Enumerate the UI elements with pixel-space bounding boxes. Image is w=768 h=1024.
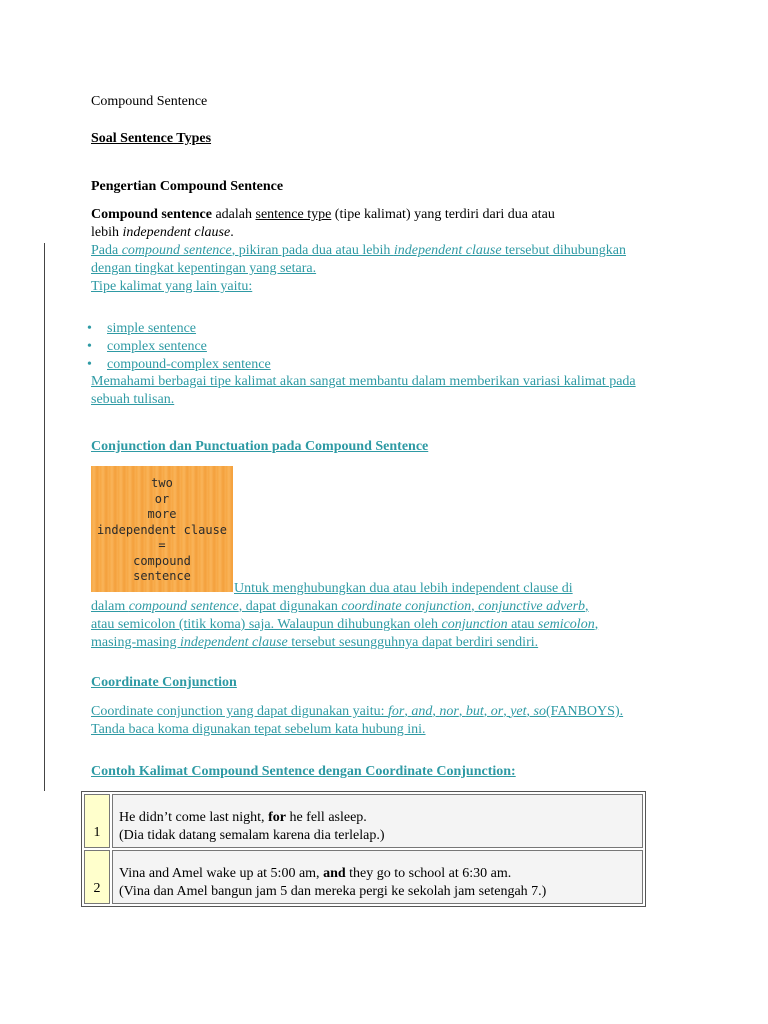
fanboys-word: and — [411, 704, 433, 719]
image-text: compound — [133, 553, 191, 568]
text: , — [458, 704, 466, 719]
para3-line-1[interactable]: Untuk menghubungkan dua atau lebih independent clause di — [234, 581, 573, 596]
table-row — [84, 850, 643, 904]
para3-line-2[interactable] — [91, 598, 589, 616]
example-cell — [112, 794, 643, 848]
example-sentence — [119, 865, 636, 883]
text: they go to school at 6:30 am. — [345, 866, 512, 881]
text: Coordinate conjunction yang dapat digunakan yaitu: — [91, 704, 389, 719]
text: (tipe kalimat) yang terdiri dari dua atau — [331, 207, 555, 222]
definition-line-1 — [91, 206, 555, 224]
text: , — [503, 704, 511, 719]
para4-line-1[interactable] — [91, 703, 623, 721]
text: adalah — [211, 207, 256, 222]
text: Vina and Amel wake up at 5:00 am, — [119, 866, 324, 881]
para3-line-4[interactable] — [91, 634, 538, 652]
text: He didn’t come last night, — [119, 810, 269, 825]
conjunction: and — [323, 866, 346, 881]
text: dalam — [91, 599, 129, 614]
soal-link[interactable]: Soal Sentence Types — [91, 131, 212, 146]
text: , — [404, 704, 412, 719]
fanboys-word: yet — [510, 704, 527, 719]
example-sentence — [119, 809, 636, 827]
para2-line-1[interactable]: Memahami berbagai tipe kalimat akan sangat membantu dalam memberikan variasi kalimat pada — [91, 374, 636, 389]
sentence-type-link[interactable]: sentence type — [255, 207, 332, 222]
para3-line-3[interactable] — [91, 616, 598, 634]
para2-line-2[interactable]: sebuah tulisan. — [91, 392, 175, 407]
para1-line-3[interactable]: Tipe kalimat yang lain yaitu: — [91, 279, 253, 294]
para1-line-2[interactable]: dengan tingkat kepentingan yang setara. — [91, 261, 317, 276]
doc-heading: Compound Sentence — [91, 94, 208, 109]
list-item[interactable] — [87, 338, 207, 356]
fanboys-word: so — [533, 704, 546, 719]
text: , — [471, 599, 479, 614]
text: tersebut dihubungkan — [501, 243, 626, 258]
text: conjunction — [441, 617, 508, 632]
text: tersebut sesungguhnya dapat berdiri sendiri. — [287, 635, 539, 650]
text: , — [585, 599, 589, 614]
example-translation: (Dia tidak datang semalam karena dia terlelap.) — [119, 828, 385, 843]
text: atau — [507, 617, 538, 632]
fanboys-word: or — [490, 704, 504, 719]
image-text: sentence — [133, 569, 191, 583]
text: he fell asleep. — [285, 810, 367, 825]
text: , pikiran pada dua atau lebih — [231, 243, 394, 258]
examples-table — [81, 791, 646, 907]
example-translation: (Vina dan Amel bangun jam 5 dan mereka pergi ke sekolah jam setengah 7.) — [119, 884, 547, 899]
para4-line-2[interactable]: Tanda baca koma digunakan tepat sebelum kata hubung ini. — [91, 722, 426, 737]
section-title-coordinate[interactable]: Coordinate Conjunction — [91, 675, 237, 690]
bullet-icon: • — [87, 321, 92, 336]
term: independent clause — [122, 225, 231, 240]
text: , — [594, 617, 599, 632]
text: compound sentence — [128, 599, 239, 614]
text: , — [483, 704, 491, 719]
example-cell — [112, 850, 643, 904]
section-title-pengertian: Pengertian Compound Sentence — [91, 179, 284, 194]
table-row — [84, 794, 643, 848]
list-item-label: complex sentence — [107, 339, 207, 354]
bullet-icon: • — [87, 357, 92, 372]
text: , dapat digunakan — [238, 599, 342, 614]
image-text: independent clause — [96, 522, 228, 537]
list-item[interactable] — [87, 320, 196, 338]
fanboys-word: for — [388, 704, 405, 719]
image-text: or — [154, 491, 170, 506]
text: compound sentence — [121, 243, 232, 258]
section-title-conjunction[interactable]: Conjunction dan Punctuation pada Compound Sentence — [91, 439, 429, 454]
text: atau semicolon (titik koma) saja. Walaupun dihubungkan oleh — [91, 617, 442, 632]
text: (FANBOYS). — [545, 704, 624, 719]
fanboys-word: nor — [439, 704, 459, 719]
para1-line-1[interactable] — [91, 242, 626, 260]
image-text: two — [151, 476, 173, 490]
text: independent clause — [180, 635, 288, 650]
image-text: more — [147, 507, 177, 521]
text: semicolon — [537, 617, 595, 632]
row-number: 2 — [84, 850, 110, 904]
text: masing-masing — [91, 635, 181, 650]
change-bar — [44, 243, 45, 791]
text: Pada — [91, 243, 122, 258]
text: . — [230, 225, 234, 240]
text: coordinate conjunction — [341, 599, 472, 614]
definition-line-2 — [91, 224, 234, 242]
text: independent clause — [393, 243, 502, 258]
compound-sentence-image — [91, 466, 233, 592]
bullet-icon: • — [87, 339, 92, 354]
list-item-label: compound-complex sentence — [107, 357, 271, 372]
text: conjunctive adverb — [478, 599, 586, 614]
row-number: 1 — [84, 794, 110, 848]
text: , — [526, 704, 534, 719]
section-title-contoh[interactable]: Contoh Kalimat Compound Sentence dengan Coordinate Conjunction: — [91, 764, 516, 779]
fanboys-word: but — [465, 704, 484, 719]
image-text: = — [158, 538, 166, 552]
text: , — [432, 704, 440, 719]
text: lebih — [91, 225, 123, 240]
term: Compound sentence — [91, 207, 212, 222]
list-item[interactable] — [87, 356, 271, 374]
conjunction: for — [268, 810, 286, 825]
list-item-label: simple sentence — [107, 321, 197, 336]
